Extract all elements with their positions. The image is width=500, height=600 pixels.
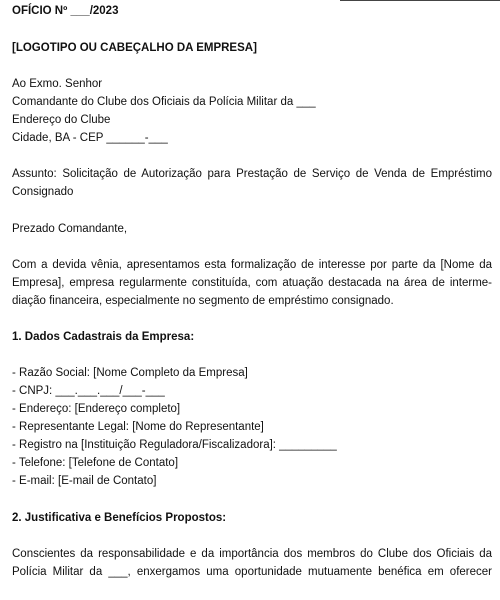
company-data-item: - Endereço: [Endereço completo] (12, 403, 181, 415)
section-title: 2. Justificativa e Benefícios Propostos: (12, 512, 227, 524)
company-data-item: - Telefone: [Telefone de Contato] (12, 457, 179, 469)
justification-paragraph-line: Conscientes da responsabilidade e da importância dos membros do Clube dos Oficiais da (12, 548, 492, 560)
logo-placeholder: [LOGOTIPO OU CABEÇALHO DA EMPRESA] (12, 42, 257, 54)
top-divider (340, 0, 500, 1)
subject-line: Consignado (12, 186, 74, 198)
intro-paragraph-line: diação financeira, especialmente no segmento de empréstimo consignado. (12, 295, 394, 307)
subject-line: Assunto: Solicitação de Autorização para Prestação de Serviço de Venda de Empréstimo (12, 168, 492, 180)
address-line: Cidade, BA - CEP ______-___ (12, 132, 168, 144)
greeting: Prezado Comandante, (12, 223, 128, 235)
section-title: 1. Dados Cadastrais da Empresa: (12, 331, 195, 343)
company-data-item: - E-mail: [E-mail de Contato] (12, 475, 157, 487)
company-data-item: - CNPJ: ___.___.___/___-___ (12, 385, 165, 397)
justification-paragraph-line: Polícia Militar da ___, enxergamos uma oportunidade mutuamente benéfica em oferecer (12, 566, 492, 578)
intro-paragraph-line: Empresa], empresa regularmente constituída, com atuação destacada na área de interme- (12, 277, 492, 289)
address-line: Ao Exmo. Senhor (12, 78, 103, 90)
address-line: Comandante do Clube dos Oficiais da Polícia Militar da ___ (12, 96, 316, 108)
intro-paragraph-line: Com a devida vênia, apresentamos esta formalização de interesse por parte da [Nome da (12, 259, 492, 271)
company-data-item: - Registro na [Instituição Reguladora/Fiscalizadora]: _________ (12, 439, 337, 451)
oficio-number: OFÍCIO Nº ___/2023 (12, 5, 119, 17)
company-data-item: - Razão Social: [Nome Completo da Empresa] (12, 367, 248, 379)
address-line: Endereço do Clube (12, 114, 111, 126)
company-data-item: - Representante Legal: [Nome do Representante] (12, 421, 264, 433)
